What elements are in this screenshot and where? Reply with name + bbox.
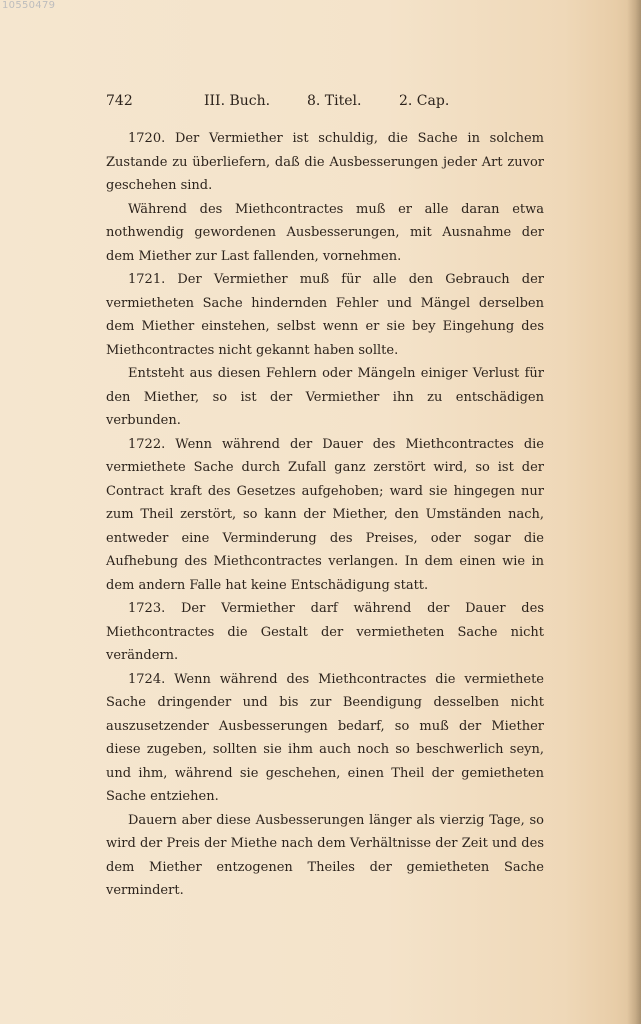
article-1724-paragraph-2: Dauern aber diese Ausbesserungen länger als vierzig Tage, so wird der Preis der Miethe nach dem Verhältnisse der Zeit und des dem Miether entzogenen Theiles der gemietheten Sache vermindert.	[106, 812, 544, 898]
scan-id: 10550479	[2, 0, 56, 11]
article-1723: 1723. Der Vermiether darf während der Dauer des Miethcontractes die Gestalt der vermietheten Sache nicht verändern.	[106, 601, 544, 663]
page-number: 742	[106, 93, 133, 109]
article-1721: 1721. Der Vermiether muß für alle den Gebrauch der vermietheten Sache hindernden Fehler und Mängel derselben dem Miether einstehen, selbst wenn er sie bey Eingehung des Miethcontractes nicht gekannt haben sollte.	[106, 272, 544, 358]
binding-shadow	[627, 0, 641, 1024]
article-1721-paragraph-2: Entsteht aus diesen Fehlern oder Mängeln einiger Verlust für den Miether, so ist der Vermiether ihn zu entschädigen verbunden.	[106, 366, 544, 428]
article-1722: 1722. Wenn während der Dauer des Miethcontractes die vermiethete Sache durch Zufall ganz zerstört wird, so ist der Contract kraft des Gesetzes aufgehoben; ward sie hingegen nur zum Theil zerstört, so kann der Miether, den Umständen nach, entweder eine Verminderung des Preises, oder sogar die Aufhebung des Miethcontractes verlangen. In dem einen wie in dem andern Falle hat keine Entschädigung statt.	[106, 436, 544, 593]
article-1724: 1724. Wenn während des Miethcontractes die vermiethete Sache dringender und bis zur Beendigung desselben nicht auszusetzender Ausbesserungen bedarf, so muß der Miether diese zugeben, sollten sie ihm auch noch so beschwerlich seyn, und ihm, während sie geschehen, einen Theil der gemietheten Sache entziehen.	[106, 671, 544, 804]
running-book: III. Buch.	[204, 93, 271, 109]
running-header	[106, 93, 546, 113]
body-text	[106, 127, 544, 903]
running-title: 8. Titel.	[307, 93, 362, 109]
article-1720: 1720. Der Vermiether ist schuldig, die Sache in solchem Zustande zu überliefern, daß die Ausbesserungen jeder Art zuvor geschehen sind.	[106, 131, 544, 193]
running-chapter: 2. Cap.	[399, 93, 450, 109]
article-1720-paragraph-2: Während des Miethcontractes muß er alle daran etwa nothwendig gewordenen Ausbesserungen, mit Ausnahme der dem Miether zur Last fallenden, vornehmen.	[106, 201, 544, 264]
